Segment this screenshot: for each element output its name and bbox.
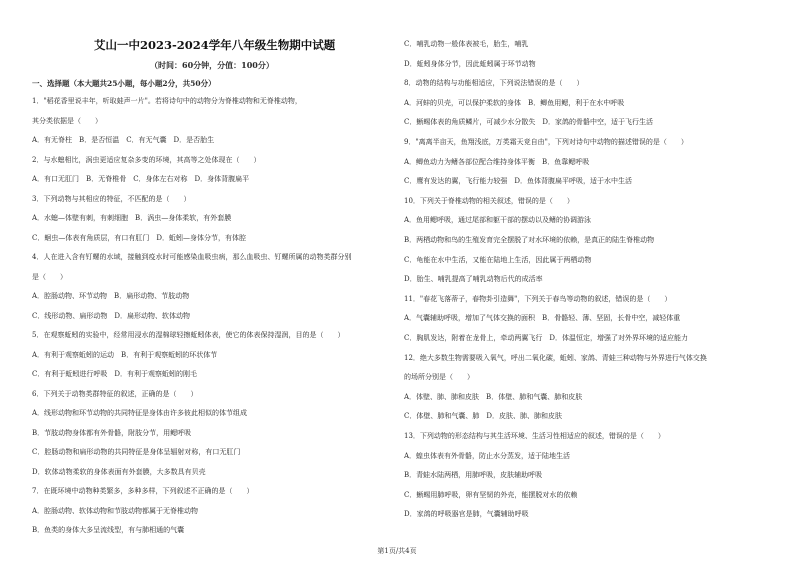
question-line: C．蜥蜴用肺呼吸，卵有坚韧的外壳，能摆脱对水的依赖 <box>404 490 578 499</box>
question-line: 2．与水螅相比，涡虫更适应复杂多变的环境，其高等之处体现在（ ） <box>32 155 261 164</box>
question-line: 其分类依据是（ ） <box>32 116 102 125</box>
section-heading: 一、选择题（本大题共25小题，每小题2分，共50分） <box>32 79 216 88</box>
question-line: 是（ ） <box>32 272 67 281</box>
question-line: A．有无脊柱 B．是否恒温 C．有无气囊 D．是否胎生 <box>32 136 215 144</box>
question-line: 12．绝大多数生物需要吸入氧气，呼出二氧化碳，蚯蚓、家鸽、青蛙三种动物与外界进行气体交换 <box>404 353 707 362</box>
question-line: 13．下列动物的形态结构与其生活环境、生活习性相适应的叙述，错误的是（ ） <box>404 432 665 440</box>
question-line: 6．下列关于动物类群特征的叙述，正确的是（ ） <box>32 389 198 398</box>
question-line: D．蚯蚓身体分节，因此蚯蚓属于环节动物 <box>404 59 536 68</box>
exam-subtitle: （时间：60分钟，分值：100分） <box>150 60 274 70</box>
question-line: C．有利于蚯蚓进行呼吸 D．有利于观察蚯蚓的刚毛 <box>32 370 197 378</box>
question-line: C．蛔虫—体表有角质层，有口有肛门 D．蚯蚓—身体分节，有体腔 <box>32 233 246 242</box>
question-line: C．哺乳动物一般体表被毛，胎生，哺乳 <box>404 40 529 48</box>
question-line: B．青蛙水陆两栖，用肺呼吸，皮肤辅助呼吸 <box>404 471 543 480</box>
question-line: 1．"稻花香里说丰年，听取蛙声一片"。若将诗句中的动物分为脊椎动物和无脊椎动物， <box>32 97 302 105</box>
question-line: C．线形动物、扁形动物 D．扁形动物、软体动物 <box>32 311 190 320</box>
question-line: A．鲫鱼动力为鳍各部位配合维持身体平衡 B．鱼靠鳃呼吸 <box>404 157 590 166</box>
question-line: A．线形动物和环节动物的共同特征是身体由许多彼此相似的体节组成 <box>32 409 248 417</box>
question-line: 10．下列关于脊椎动物的相关叙述，错误的是（ ） <box>404 196 574 205</box>
question-line: 8．动物的结构与功能相适应，下列说法错误的是（ ） <box>404 79 584 88</box>
question-line: C．腔肠动物和扁形动物的共同特征是身体呈辐射对称，有口无肛门 <box>32 448 241 456</box>
question-line: B．两栖动物和鸟的生殖发育完全摆脱了对水环境的依赖，是真正的陆生脊椎动物 <box>404 236 655 244</box>
question-line: B．节肢动物身体都有外骨骼，附肢分节，用鳃呼吸 <box>32 428 192 437</box>
question-line: 3．下列动物与其相应的特征，不匹配的是（ ） <box>32 194 191 203</box>
question-line: D．软体动物柔软的身体表面有外套膜，大多数具有贝壳 <box>32 467 206 476</box>
question-line: 11．"春花飞落蒂子，春物卦引造舞"，下列关于春鸟等动物的叙述，错误的是（ ） <box>404 294 672 303</box>
question-line: A．水螅—体壁有刺，有刺细胞 B．涡虫—身体柔软，有外套膜 <box>32 214 232 222</box>
question-line: A．鱼用鳃呼吸，通过尾部和躯干部的摆动以及鳍的协调游泳 <box>404 216 592 225</box>
question-line: D．胎生、哺乳提高了哺乳动物后代的成活率 <box>404 275 543 284</box>
question-line: C．鹰有发达的翼，飞行能力较强 D．鱼体背腹扁平呼吸，适于水中生活 <box>404 177 632 186</box>
page-footer: 第1页/共4页 <box>377 547 417 555</box>
question-line: D．家鸽的呼吸器官是肺，气囊辅助呼吸 <box>404 510 529 519</box>
question-line: A．蝗虫体表有外骨骼，防止水分蒸发，适于陆地生活 <box>404 451 571 460</box>
question-line: C．胸肌发达，附着在龙骨上，牵动两翼飞行 D．体温恒定，增强了对外界环境的适应能力 <box>404 334 688 342</box>
question-line: A．气囊辅助呼吸，增加了气体交换的面积 B．骨骼轻、薄、坚固，长骨中空，减轻体重 <box>404 314 681 323</box>
question-line: A．腔肠动物、环节动物 B．扁形动物、节肢动物 <box>32 292 190 300</box>
question-line: A．河蚌的贝壳，可以保护柔软的身体 B．鲫鱼用鳃，利于在水中呼吸 <box>404 98 625 107</box>
question-line: 5．在观察蚯蚓的实验中，经常用浸水的湿棉球轻擦蚯蚓体表，使它的体表保持湿润，目的是（ ） <box>32 331 345 339</box>
question-line: C．蜥蜴体表的角质鳞片，可减少水分散失 D．家鸽的骨骼中空，适于飞行生活 <box>404 118 653 127</box>
exam-title: 艾山一中2023-2024学年八年级生物期中试题 <box>94 38 336 52</box>
question-line: 9．"离离半亩天，鱼翔浅底，万类霜天竞自由"，下列对诗句中动物的描述错误的是（ ） <box>404 138 688 146</box>
question-line: A．有利于观察蚯蚓的运动 B．有利于观察蚯蚓的环状体节 <box>32 350 218 359</box>
question-line: C．龟能在水中生活，又能在陆地上生活，因此属于两栖动物 <box>404 255 592 264</box>
question-line: 4．人在进入含有钉螺的水域，接触到疫水时可能感染血吸虫病，那么血吸虫、钉螺所属的动物类群分别 <box>32 253 352 261</box>
question-line: A．体壁、肺、肺和皮肤 B．体壁、肺和气囊、肺和皮肤 <box>404 392 583 401</box>
question-line: 的场所分别是（ ） <box>404 373 474 382</box>
question-line: C．体壁、肺和气囊、肺 D．皮肤、肺、肺和皮肤 <box>404 412 562 421</box>
question-line: A．腔肠动物、软体动物和节肢动物都属于无脊椎动物 <box>32 506 199 515</box>
question-line: 7．在既环境中动物种类繁多，多种多样，下列叙述不正确的是（ ） <box>32 487 254 495</box>
question-line: A．有口无肛门 B．无脊椎骨 C．身体左右对称 D．身体背腹扁平 <box>32 175 250 183</box>
question-line: B．鱼类的身体大多呈流线型，有与肺相通的气囊 <box>32 526 185 534</box>
